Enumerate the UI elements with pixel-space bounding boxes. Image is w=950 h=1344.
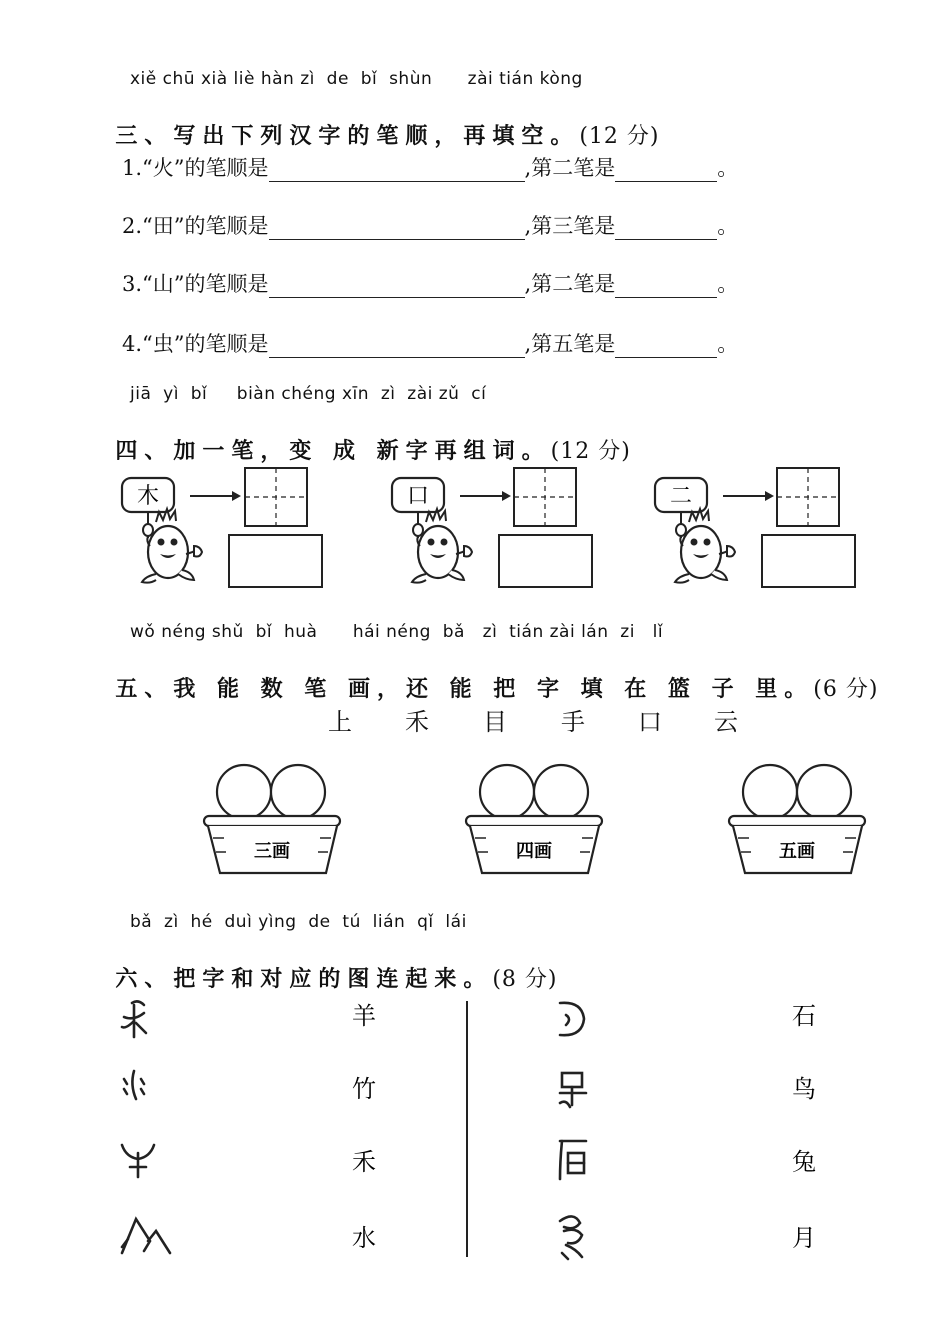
section4-score: (12 分) [550, 439, 631, 464]
item-2-stroke-blank[interactable] [615, 217, 717, 240]
pictograph-bird-icon[interactable] [560, 1073, 586, 1107]
item-1-stroke-blank[interactable] [615, 159, 717, 182]
pictograph-sheep-icon[interactable] [122, 1145, 154, 1177]
item-2-prefix: 2.“田”的笔顺是 [122, 214, 269, 238]
word-box-1 [229, 535, 322, 587]
char-option-1: 上 [328, 708, 352, 736]
item-2-mid: ,第三笔是 [524, 214, 616, 238]
sign-char-2: 口 [406, 484, 430, 509]
item-3-prefix: 3.“山”的笔顺是 [122, 272, 269, 296]
add-stroke-group-2 [392, 468, 592, 587]
right-char-4: 月 [792, 1224, 816, 1252]
char-option-3: 目 [483, 708, 507, 736]
left-char-1: 羊 [352, 1002, 376, 1030]
basket-3-label: 五画 [779, 841, 815, 862]
item-4-end: 。 [717, 332, 739, 356]
section5-title: 五、我 能 数 笔 画，还 能 把 字 填 在 篮 子 里。 [115, 677, 814, 702]
char-option-5: 口 [638, 708, 662, 736]
section6-pinyin: bǎ zì hé duì yìng de tú lián qǐ lái [130, 912, 467, 932]
section5-heading [86, 647, 878, 703]
basket-2-ball-2 [534, 765, 588, 819]
add-stroke-group-1 [122, 468, 322, 587]
item-1-end: 。 [717, 156, 739, 180]
basket-2-label: 四画 [516, 841, 552, 862]
section4-title: 四、加一笔，变 成 新字再组词。 [115, 439, 551, 464]
item-3-order-blank[interactable] [269, 275, 525, 298]
stroke-order-item-2 [122, 210, 738, 240]
item-2-end: 。 [717, 214, 739, 238]
item-3-mid: ,第二笔是 [524, 272, 616, 296]
basket-2-ball-1 [480, 765, 534, 819]
section6-score: (8 分) [492, 967, 558, 992]
pictograph-matching [0, 985, 950, 1275]
basket-3-ball-2 [797, 765, 851, 819]
right-char-2: 鸟 [792, 1075, 816, 1103]
sign-char-3: 二 [669, 484, 693, 509]
sign-char-1: 木 [136, 484, 160, 509]
item-4-stroke-blank[interactable] [615, 335, 717, 358]
section3-title: 三、写出下列汉字的笔顺，再填空。 [115, 124, 580, 149]
item-1-order-blank[interactable] [269, 159, 525, 182]
stroke-order-item-1 [122, 152, 738, 182]
basket-3 [729, 765, 865, 873]
basket-1-label: 三画 [254, 841, 290, 862]
section5-score: (6 分) [813, 677, 879, 702]
item-4-order-blank[interactable] [269, 335, 525, 358]
pictograph-moon-icon[interactable] [560, 1003, 584, 1035]
section3-heading [86, 94, 660, 150]
stroke-order-item-3 [122, 268, 738, 298]
basket-1-ball-2 [271, 765, 325, 819]
section3-score: (12 分) [579, 124, 660, 149]
right-char-3: 兔 [792, 1148, 816, 1176]
item-3-end: 。 [717, 272, 739, 296]
item-2-order-blank[interactable] [269, 217, 525, 240]
item-3-stroke-blank[interactable] [615, 275, 717, 298]
basket-1 [204, 765, 340, 873]
item-1-mid: ,第二笔是 [524, 156, 616, 180]
pictograph-bamboo-icon[interactable] [122, 1219, 170, 1253]
pictograph-wheat-icon[interactable] [122, 1001, 146, 1037]
basket-2 [466, 765, 602, 873]
pictograph-stone-icon[interactable] [560, 1141, 586, 1179]
basket-3-ball-1 [743, 765, 797, 819]
basket-illustrations [0, 760, 950, 885]
char-option-2: 禾 [405, 708, 429, 736]
basket-1-ball-1 [217, 765, 271, 819]
add-stroke-illustrations [0, 460, 950, 600]
item-4-prefix: 4.“虫”的笔顺是 [122, 332, 269, 356]
item-4-mid: ,第五笔是 [524, 332, 616, 356]
left-char-2: 竹 [352, 1075, 376, 1103]
section4-pinyin: jiā yì bǐ biàn chéng xīn zì zài zǔ cí [130, 384, 487, 404]
item-1-prefix: 1.“火”的笔顺是 [122, 156, 269, 180]
section5-pinyin: wǒ néng shǔ bǐ huà hái néng bǎ zì tián zài lán zi lǐ [130, 622, 664, 642]
section6-title: 六、把字和对应的图连起来。 [115, 967, 493, 992]
add-stroke-group-3 [655, 468, 855, 587]
stroke-order-item-4 [122, 328, 738, 358]
section3-pinyin: xiě chū xià liè hàn zì de bǐ shùn zài tián kòng [130, 69, 583, 89]
char-option-4: 手 [561, 708, 585, 736]
left-char-4: 水 [352, 1224, 376, 1252]
section4-heading [86, 409, 631, 465]
right-char-1: 石 [792, 1002, 816, 1030]
pictograph-water-icon[interactable] [124, 1071, 144, 1099]
word-box-2 [499, 535, 592, 587]
char-option-6: 云 [714, 708, 738, 736]
pictograph-rabbit-icon[interactable] [560, 1216, 582, 1259]
word-box-3 [762, 535, 855, 587]
left-char-3: 禾 [352, 1148, 376, 1176]
